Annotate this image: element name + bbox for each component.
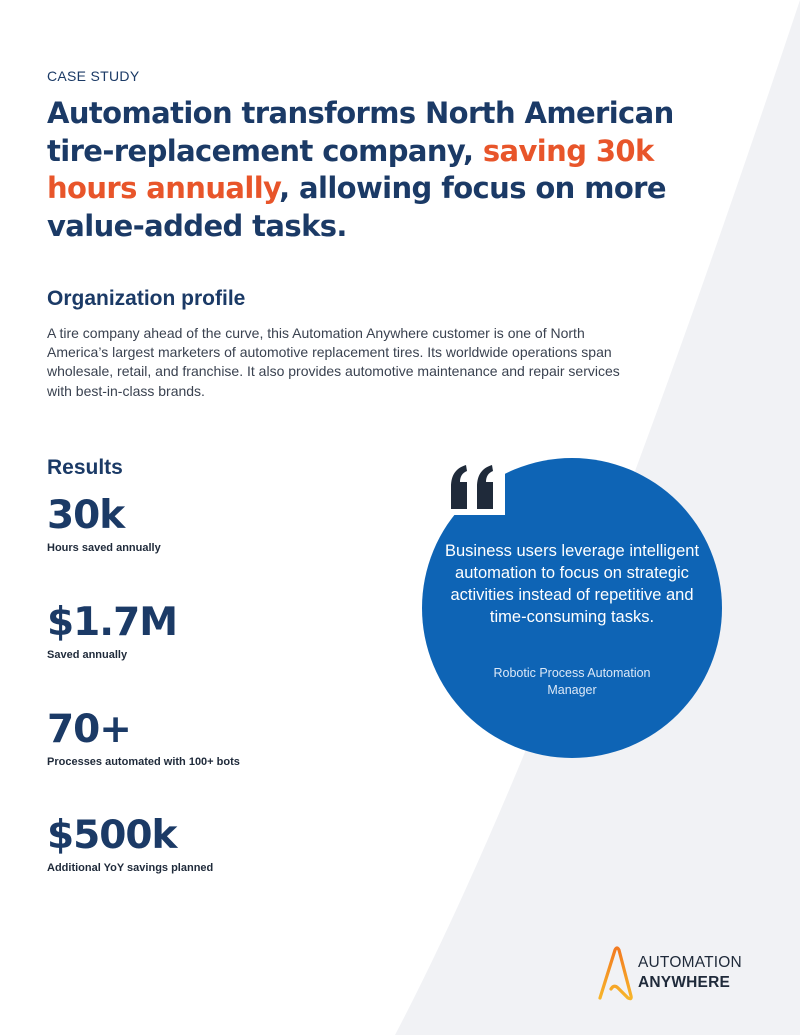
stat-money-saved (47, 601, 177, 661)
page-headline (47, 95, 687, 245)
quote-mark-icon (445, 449, 505, 529)
stat-value: $500k (47, 813, 177, 858)
results-title: Results (47, 456, 123, 479)
stat-value: 30k (47, 493, 125, 538)
stat-value: $1.7M (47, 600, 178, 645)
stat-label: Additional YoY savings planned (47, 862, 214, 874)
headline-highlight: saving 30k hours annually (47, 133, 654, 205)
organization-profile-title: Organization profile (47, 287, 246, 310)
stat-value: 70+ (47, 707, 131, 752)
eyebrow-label: CASE STUDY (47, 68, 140, 84)
stat-processes-automated (47, 708, 240, 768)
quote-attribution: Robotic Process Automation Manager (493, 666, 651, 697)
logo-line-1: AUTOMATION (638, 954, 742, 971)
stat-yoy-savings (47, 814, 213, 874)
organization-profile-body: A tire company ahead of the curve, this Automation Anywhere customer is one of North America’s largest marketers of automotive replacement tires. Its worldwide operations span wholesale, retail, and franchise. It also provides automotive maintenance and repair services with best-in-class brands. (47, 325, 620, 399)
logo-mark-icon (596, 942, 634, 1004)
stat-label: Hours saved annually (47, 542, 161, 554)
stat-label: Saved annually (47, 649, 128, 661)
logo-line-2: ANYWHERE (638, 974, 731, 991)
quote-text: Business users leverage intelligent automation to focus on strategic activities instead of repetitive and time-consuming tasks. (444, 542, 700, 626)
stat-hours-saved (47, 494, 161, 554)
automation-anywhere-logo (596, 942, 766, 1004)
logo-wordmark (638, 953, 742, 993)
stat-label: Processes automated with 100+ bots (47, 756, 240, 768)
headline-part-1: Automation transforms North American tire-replacement company, (47, 96, 674, 168)
headline-part-2: , allowing focus on more value-added tasks. (47, 171, 666, 243)
